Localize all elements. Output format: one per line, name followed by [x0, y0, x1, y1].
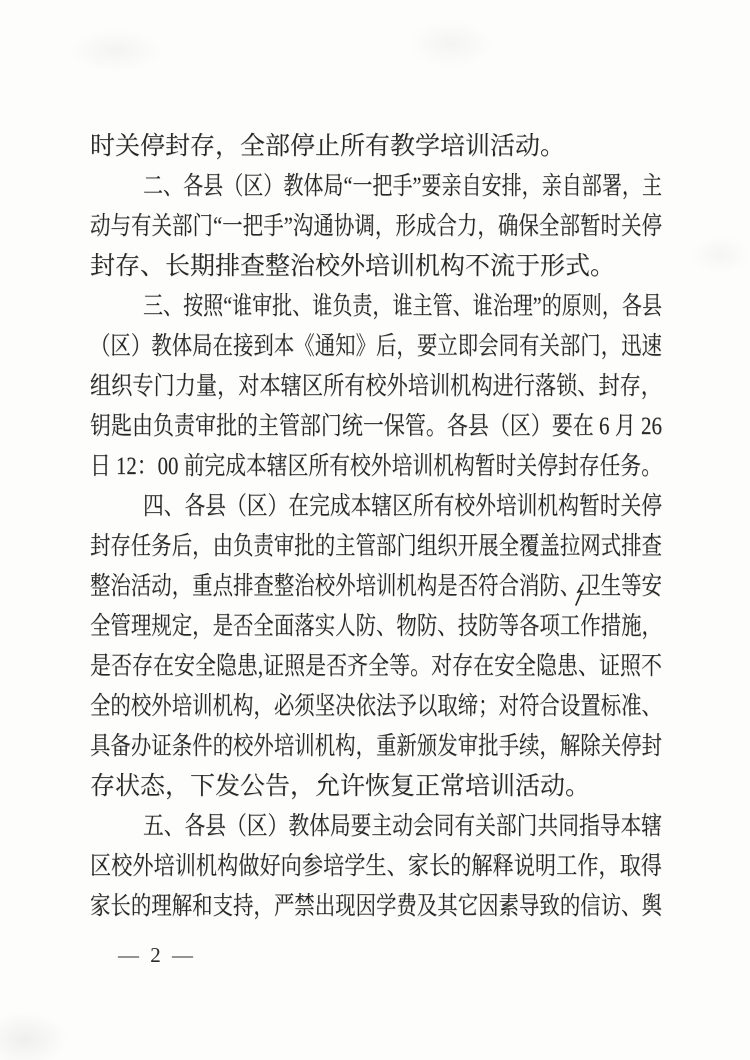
- body-line: [90, 727, 662, 767]
- body-line-text: 二、各县（区）教体局“一把手”要亲自安排，亲自部署，主: [143, 173, 662, 200]
- body-line: [90, 247, 662, 287]
- document-body: [90, 127, 662, 927]
- body-line: [90, 367, 662, 407]
- body-line: [90, 287, 662, 327]
- body-line: [90, 767, 662, 807]
- body-line-text: 整治活动，重点排查整治校外培训机构是否符合消防、卫生等安: [90, 573, 662, 600]
- body-line-text: 五、各县（区）教体局要主动会同有关部门共同指导本辖: [143, 813, 662, 840]
- pen-mark: [574, 582, 588, 608]
- body-line: [90, 487, 662, 527]
- body-line-text: 全管理规定，是否全面落实人防、物防、技防等各项工作措施，: [90, 613, 662, 640]
- body-line-text: 封存、长期排查整治校外培训机构不流于形式。: [90, 253, 616, 280]
- body-line: [90, 847, 662, 887]
- body-line-text: （区）教体局在接到本《通知》后，要立即会同有关部门，迅速: [90, 333, 662, 360]
- body-line: [90, 407, 662, 447]
- body-line-text: 三、按照“谁审批、谁负责，谁主管、谁治理”的原则，各县: [143, 293, 662, 320]
- body-line-text: 具备办证条件的校外培训机构，重新颁发审批手续，解除关停封: [90, 733, 662, 760]
- body-line: [90, 527, 662, 567]
- scan-artifact: [68, 28, 163, 73]
- body-line-text: 存状态，下发公告，允许恢复正常培训活动。: [90, 773, 591, 800]
- scan-artifact: [0, 1012, 67, 1060]
- body-line-text: 家长的理解和支持，严禁出现因学费及其它因素导致的信访、舆: [90, 893, 662, 920]
- scan-artifact: [690, 235, 750, 275]
- page-number: — 2 —: [118, 943, 196, 967]
- body-line: [90, 647, 662, 687]
- body-line-text: 日 12：00 前完成本辖区所有校外培训机构暂时关停封存任务。: [90, 453, 662, 480]
- body-line: [90, 127, 662, 167]
- scan-artifact: [408, 20, 493, 68]
- body-line-text: 动与有关部门“一把手”沟通协调，形成合力，确保全部暂时关停: [90, 213, 662, 240]
- body-line: [90, 607, 662, 647]
- body-line-text: 时关停封存，全部停止所有教学培训活动。: [90, 133, 566, 160]
- body-line: [90, 447, 662, 487]
- body-line: [90, 327, 662, 367]
- body-line: [90, 687, 662, 727]
- body-line-text: 钥匙由负责审批的主管部门统一保管。各县（区）要在 6 月 26: [90, 413, 662, 440]
- body-line-text: 区校外培训机构做好向参培学生、家长的解释说明工作，取得: [90, 853, 662, 880]
- lightning-pen-stroke-icon: [574, 582, 588, 608]
- body-line: [90, 807, 662, 847]
- body-line-text: 是否存在安全隐患,证照是否齐全等。对存在安全隐患、证照不: [90, 653, 662, 680]
- body-line: [90, 167, 662, 207]
- body-line-text: 四、各县（区）在完成本辖区所有校外培训机构暂时关停: [143, 493, 662, 520]
- body-line: [90, 887, 662, 927]
- body-line-text: 组织专门力量，对本辖区所有校外培训机构进行落锁、封存，: [90, 373, 662, 400]
- body-line: [90, 207, 662, 247]
- body-line-text: 全的校外培训机构，必须坚决依法予以取缔；对符合设置标准、: [90, 693, 662, 720]
- body-line-text: 封存任务后，由负责审批的主管部门组织开展全覆盖拉网式排查: [90, 533, 662, 560]
